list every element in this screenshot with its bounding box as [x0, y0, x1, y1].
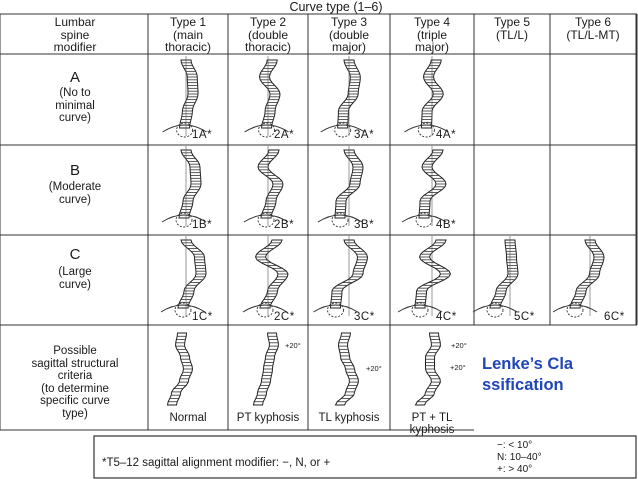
- label-1c: 1C*: [192, 311, 213, 323]
- label-1a: 1A*: [192, 129, 213, 141]
- label-3a: 3A*: [354, 129, 375, 141]
- caption-pt-kyphosis: PT kyphosis: [236, 412, 300, 424]
- caption-normal: Normal: [169, 412, 207, 424]
- modifier-header: Lumbar spine modifier: [53, 15, 97, 54]
- sagittal-modifier-note: *T5–12 sagittal alignment modifier: −, N, or +: [102, 457, 331, 469]
- angle-tl: +20°: [366, 364, 382, 373]
- lenke-classification-label: Lenke’s Classification: [482, 355, 574, 394]
- caption-tl-kyphosis: TL kyphosis: [318, 412, 380, 424]
- type-6-header: Type 6 (TL/L-MT): [566, 15, 620, 42]
- legend-minus: −: < 10°: [497, 440, 533, 451]
- label-3b: 3B*: [354, 219, 375, 231]
- type-2-header: Type 2 (double thoracic): [244, 15, 291, 54]
- row-b-letter: B: [69, 162, 80, 179]
- sagittal-criteria-description: Possible sagittal structural criteria (to determine specific curve type): [31, 345, 119, 420]
- row-a-letter: A: [69, 69, 80, 86]
- label-4a: 4A*: [436, 129, 457, 141]
- angle-pt: +20°: [285, 341, 301, 350]
- row-c-description: (Large curve): [58, 266, 92, 291]
- label-2c: 2C*: [274, 311, 295, 323]
- label-2a: 2A*: [274, 129, 295, 141]
- type-5-header: Type 5 (TL/L): [493, 15, 531, 42]
- diagram-title: Curve type (1–6): [289, 0, 383, 14]
- row-a-description: (No to minimal curve): [55, 87, 95, 124]
- label-4c: 4C*: [436, 311, 457, 323]
- label-3c: 3C*: [354, 311, 375, 323]
- row-c-letter: C: [69, 246, 81, 263]
- label-1b: 1B*: [192, 219, 213, 231]
- legend-plus: +: > 40°: [497, 464, 533, 475]
- label-6c: 6C*: [604, 311, 625, 323]
- label-5c: 5C*: [514, 311, 535, 323]
- label-2b: 2B*: [274, 219, 295, 231]
- type-1-header: Type 1 (main thoracic): [164, 15, 211, 54]
- angle-tl-combined: +20°: [450, 363, 466, 372]
- type-3-header: Type 3 (double major): [328, 15, 370, 54]
- legend-n: N: 10–40°: [497, 452, 542, 463]
- angle-pt-combined: +20°: [451, 341, 467, 350]
- caption-pt-tl-kyphosis: PT + TL kyphosis: [409, 412, 455, 436]
- label-4b: 4B*: [436, 219, 457, 231]
- type-4-header: Type 4 (triple major): [413, 15, 451, 54]
- row-b-description: (Moderate curve): [48, 181, 102, 206]
